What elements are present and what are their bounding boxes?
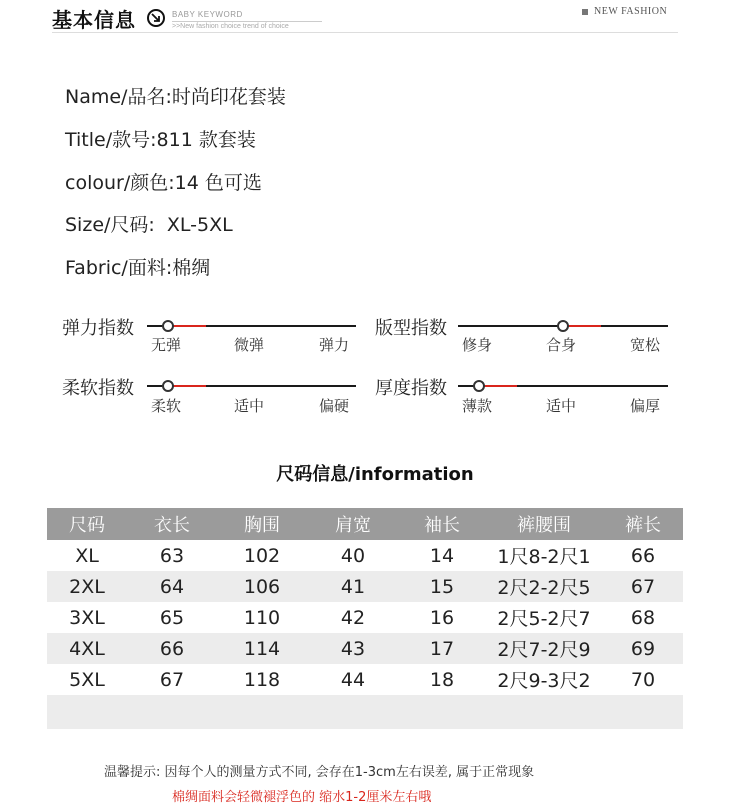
index-highlight xyxy=(485,385,517,387)
index-tick-label: 弹力 xyxy=(319,336,350,354)
info-row xyxy=(65,168,262,195)
table-cell: 68 xyxy=(630,606,656,629)
index-marker xyxy=(473,380,485,392)
arrow-circle-icon xyxy=(147,9,165,27)
table-cell: 106 xyxy=(243,575,281,598)
size-table-header xyxy=(47,508,683,540)
table-cell: 41 xyxy=(340,575,366,598)
table-cell: 4XL xyxy=(69,637,105,660)
info-row xyxy=(65,253,210,280)
table-cell: 2XL xyxy=(69,575,105,598)
index-highlight xyxy=(174,385,206,387)
table-cell: 66 xyxy=(630,544,656,567)
table-cell: 14 xyxy=(429,544,455,567)
table-cell: 16 xyxy=(429,606,455,629)
info-label: Size/尺码: xyxy=(65,214,155,236)
index-tick-label: 柔软 xyxy=(151,397,182,415)
table-cell: 44 xyxy=(340,668,366,691)
info-label: Name/品名: xyxy=(65,86,172,108)
size-table-title: 尺码信息/information xyxy=(276,464,474,485)
table-cell: 2尺7-2尺9 xyxy=(497,639,591,661)
info-value: 棉绸 xyxy=(172,257,211,279)
square-bullet-icon xyxy=(582,9,588,15)
table-cell: 18 xyxy=(429,668,455,691)
info-value: 时尚印花套装 xyxy=(171,86,286,108)
table-cell: 2尺9-3尺2 xyxy=(497,670,591,692)
size-table xyxy=(47,508,683,729)
info-row xyxy=(65,210,233,237)
info-label: colour/颜色: xyxy=(65,172,175,194)
index-tick-label: 微弹 xyxy=(234,336,265,354)
header-keyword: BABY KEYWORD xyxy=(172,10,243,19)
table-header-cell: 肩宽 xyxy=(335,515,371,536)
table-cell: 66 xyxy=(159,637,185,660)
index-tick-label: 薄款 xyxy=(462,397,493,415)
table-empty-row xyxy=(47,695,683,729)
index-tick-label: 无弹 xyxy=(151,336,182,354)
index-tick-label: 宽松 xyxy=(630,336,661,354)
info-label: Fabric/面料: xyxy=(65,257,173,279)
table-cell: 5XL xyxy=(69,668,105,691)
info-label: Title/款号: xyxy=(65,129,157,151)
header-keyword-underline xyxy=(172,21,322,22)
table-cell: 42 xyxy=(340,606,366,629)
info-row xyxy=(65,125,256,152)
table-header-cell: 裤长 xyxy=(625,515,661,536)
table-cell: 65 xyxy=(159,606,185,629)
index-marker xyxy=(162,380,174,392)
table-cell: 63 xyxy=(159,544,185,567)
index-highlight xyxy=(569,325,601,327)
brand-label: NEW FASHION xyxy=(594,6,668,17)
tip-note: 温馨提示: 因每个人的测量方式不同, 会存在1-3cm左右误差, 属于正常现象 xyxy=(104,765,535,780)
info-value: 14 色可选 xyxy=(174,172,262,194)
index-marker xyxy=(557,320,569,332)
table-header-cell: 衣长 xyxy=(154,515,190,536)
table-cell: 118 xyxy=(243,668,281,691)
header-divider xyxy=(52,32,678,33)
index-highlight xyxy=(174,325,206,327)
table-cell: 1尺8-2尺1 xyxy=(497,546,591,568)
index-label: 版型指数 xyxy=(375,318,447,339)
info-value: XL-5XL xyxy=(154,214,233,236)
table-row xyxy=(47,602,683,633)
table-cell: 40 xyxy=(340,544,366,567)
index-tick-label: 偏硬 xyxy=(319,397,350,415)
index-label: 厚度指数 xyxy=(375,378,447,399)
table-header-cell: 尺码 xyxy=(69,515,105,536)
table-cell: 43 xyxy=(340,637,366,660)
table-row xyxy=(47,633,683,664)
fabric-warning-note: 棉绸面料会轻微褪浮色的 缩水1-2厘米左右哦 xyxy=(172,790,432,805)
table-row xyxy=(47,664,683,695)
table-cell: 3XL xyxy=(69,606,105,629)
size-table-body xyxy=(47,540,683,729)
table-row xyxy=(47,540,683,571)
table-cell: 114 xyxy=(243,637,281,660)
table-cell: 17 xyxy=(429,637,455,660)
header-subline: >>New fashion choice trend of choice xyxy=(172,23,289,30)
table-cell: 102 xyxy=(243,544,281,567)
index-tick-label: 适中 xyxy=(234,397,265,415)
table-cell: 70 xyxy=(630,668,656,691)
index-tick-label: 适中 xyxy=(546,397,577,415)
table-cell: 69 xyxy=(630,637,656,660)
info-value: 811 款套装 xyxy=(156,129,256,151)
index-label: 弹力指数 xyxy=(62,318,134,339)
table-cell: 110 xyxy=(243,606,281,629)
table-cell: 64 xyxy=(159,575,185,598)
index-tick-label: 修身 xyxy=(462,336,493,354)
table-row xyxy=(47,571,683,602)
index-tick-label: 合身 xyxy=(546,336,577,354)
table-header-cell: 胸围 xyxy=(244,515,280,536)
table-cell: 2尺5-2尺7 xyxy=(497,608,591,630)
table-cell: 67 xyxy=(630,575,656,598)
index-label: 柔软指数 xyxy=(62,378,134,399)
index-tick-label: 偏厚 xyxy=(630,397,661,415)
table-header-cell: 袖长 xyxy=(424,515,460,536)
table-cell: 2尺2-2尺5 xyxy=(497,577,591,599)
table-cell: 15 xyxy=(429,575,455,598)
index-marker xyxy=(162,320,174,332)
table-header-cell: 裤腰围 xyxy=(517,515,571,536)
table-cell: 67 xyxy=(159,668,185,691)
info-row xyxy=(65,82,286,109)
section-title: 基本信息 xyxy=(52,8,136,32)
table-cell: XL xyxy=(75,544,99,567)
